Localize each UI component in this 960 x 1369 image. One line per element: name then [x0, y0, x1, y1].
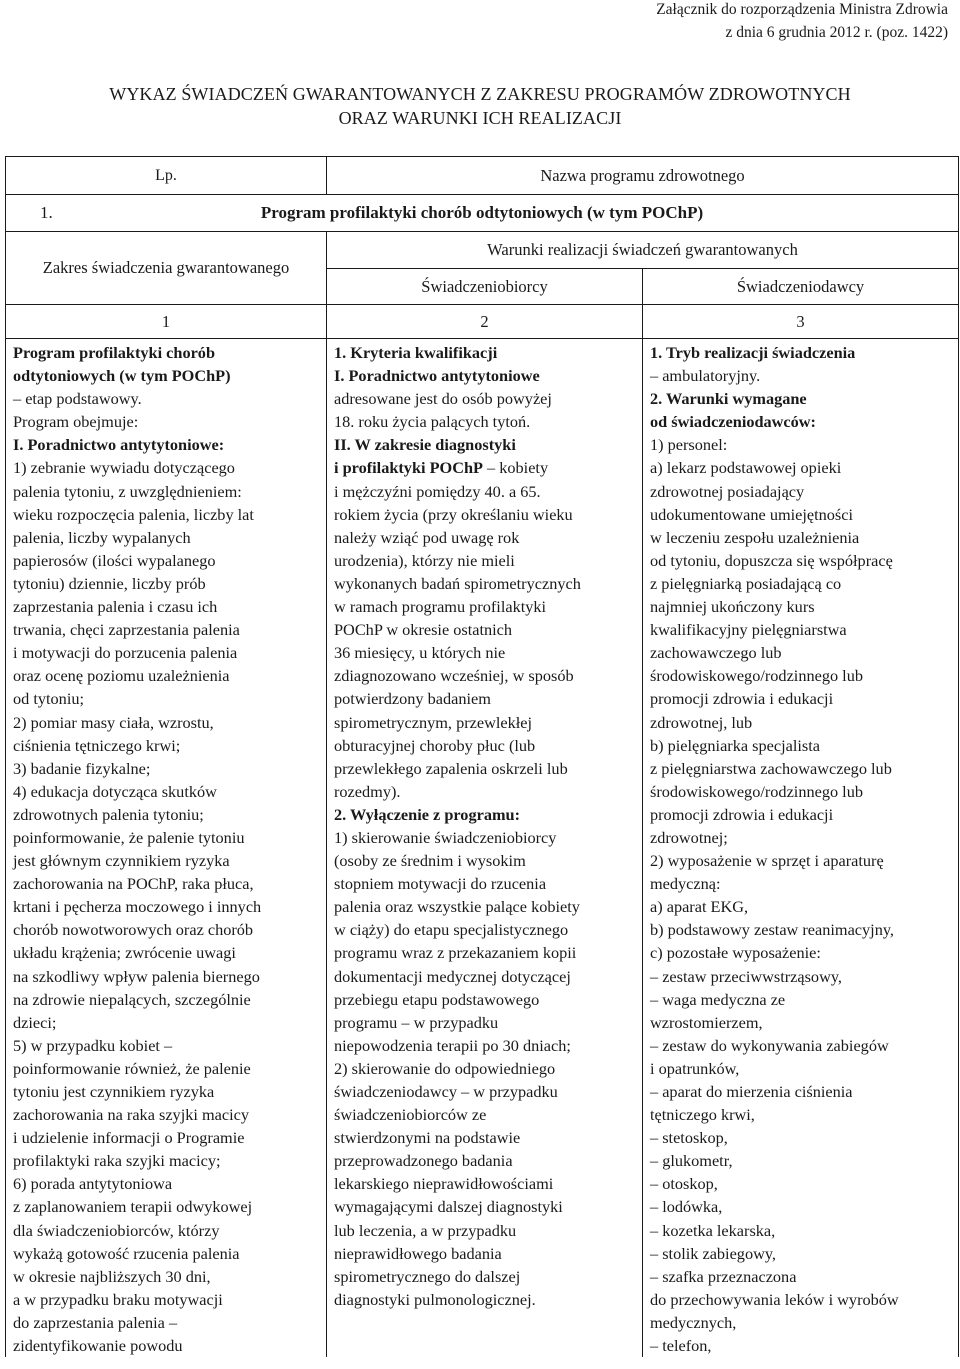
col1-line-text: chorób nowotworowych oraz chorób [13, 920, 254, 940]
col3-line [650, 1334, 952, 1357]
col3-line-text: i opatrunków, [650, 1058, 740, 1078]
col1-line [13, 1219, 320, 1242]
col2-line [334, 664, 636, 687]
col1-line-text: do zaprzestania palenia – [13, 1312, 178, 1332]
col3-line-text: – glukometr, [650, 1151, 733, 1171]
scope-content [6, 339, 326, 1357]
col2-line-text: 18. roku życia palących tytoń. [334, 412, 531, 432]
col1-line [13, 1103, 320, 1126]
col3-line-text: – zestaw przeciwwstrząsowy, [650, 966, 842, 986]
annex-line-2: z dnia 6 grudnia 2012 r. (poz. 1422) [725, 24, 948, 41]
col2-line-text: spirometrycznego do dalszej [334, 1266, 521, 1286]
program-title-row [6, 195, 959, 232]
col1-line-text: 5) w przypadku kobiet – [13, 1035, 173, 1055]
col3-line [650, 572, 952, 595]
col1-line [13, 1011, 320, 1034]
col3-line [650, 1034, 952, 1057]
col3-line-text: b) podstawowy zestaw reanimacyjny, [650, 920, 894, 940]
col3-line-text: – stolik zabiegowy, [650, 1243, 777, 1263]
col3-line [650, 1242, 952, 1265]
col3-line-text: a) lekarz podstawowej opieki [650, 458, 842, 478]
col2-line-text: przebiegu etapu podstawowego [334, 989, 540, 1009]
col2-line [334, 872, 636, 895]
col1-line-text: wieku rozpoczęcia palenia, liczby lat [13, 504, 254, 524]
col1-line [13, 849, 320, 872]
col2-line-text: przewlekłego zapalenia oskrzeli lub [334, 758, 568, 778]
col3-line [650, 1011, 952, 1034]
col2-line [334, 711, 636, 734]
col1-line [13, 480, 320, 503]
header-row [6, 157, 959, 195]
col3-line [650, 1311, 952, 1334]
col3-line-text: zdrowotnej, lub [650, 712, 753, 732]
col3-line [650, 965, 952, 988]
col3-line [650, 410, 952, 433]
col3-line-text: najmniej ukończony kurs [650, 597, 815, 617]
col3-line [650, 1172, 952, 1195]
col1-line [13, 872, 320, 895]
col3-line-text: środowiskowego/rodzinnego lub [650, 666, 863, 686]
col3-line [650, 1195, 952, 1218]
col3-line [650, 895, 952, 918]
col2-line-rest: – kobiety [482, 458, 549, 478]
col1-line-text: papierosów (ilości wypalanego [13, 550, 216, 570]
header-program-name: Nazwa programu zdrowotnego [327, 157, 959, 195]
col2-line-text: wykonanych badań spirometrycznych [334, 573, 581, 593]
col1-line-text: układu krążenia; zwrócenie uwagi [13, 943, 236, 963]
col1-line [13, 456, 320, 479]
col1-line-text: – etap podstawowy. [13, 389, 142, 409]
col2-line-text: adresowane jest do osób powyżej [334, 389, 552, 409]
col3-line [650, 664, 952, 687]
col3-line-text: udokumentowane umiejętności [650, 504, 854, 524]
col1-line [13, 803, 320, 826]
col1-line-text: odtytoniowych (w tym POChP) [13, 366, 231, 386]
col3-line [650, 826, 952, 849]
col1-line [13, 687, 320, 710]
col2-line [334, 526, 636, 549]
col3-line-text: a) aparat EKG, [650, 897, 749, 917]
col2-line [334, 895, 636, 918]
col1-line-text: a w przypadku braku motywacji [13, 1289, 223, 1309]
col2-line-text: w ciąży) do etapu specjalistycznego [334, 920, 569, 940]
col1-line [13, 641, 320, 664]
col3-line [650, 1288, 952, 1311]
col2-line [334, 1172, 636, 1195]
col2-line [334, 1195, 636, 1218]
col1-line [13, 1311, 320, 1334]
col2-line [334, 1288, 636, 1311]
col3-line [650, 595, 952, 618]
col3-line [650, 1080, 952, 1103]
col2-line [334, 849, 636, 872]
col1-line [13, 918, 320, 941]
col3-line-text: – otoskop, [650, 1174, 718, 1194]
col2-line-text: w ramach programu profilaktyki [334, 597, 547, 617]
col3-line [650, 526, 952, 549]
col1-line-text: zidentyfikowanie powodu [13, 1336, 183, 1356]
col3-line [650, 734, 952, 757]
col3-line-text: zdrowotnej; [650, 827, 728, 847]
col1-line-text: palenia tytoniu, z uwzględnieniem: [13, 481, 242, 501]
col2-line [334, 1103, 636, 1126]
col1-line-text: Program obejmuje: [13, 412, 139, 432]
col1-line-text: tytoniu) dziennie, liczby prób [13, 573, 206, 593]
col1-line [13, 572, 320, 595]
col2-line [334, 1034, 636, 1057]
col2-line [334, 965, 636, 988]
col1-line-text: zachorowania na raka szyjki macicy [13, 1105, 249, 1125]
col1-line-text: profilaktyki raka szyjki macicy; [13, 1151, 221, 1171]
col1-line [13, 826, 320, 849]
col1-line-text: z zaplanowaniem terapii odwykowej [13, 1197, 253, 1217]
col2-line-text: dokumentacji medycznej dotyczącej [334, 966, 571, 986]
col2-line [334, 780, 636, 803]
col1-line [13, 410, 320, 433]
col2-line [334, 1126, 636, 1149]
col2-line-text: programu wraz z przekazaniem kopii [334, 943, 577, 963]
col1-line-text: jest głównym czynnikiem ryzyka [13, 851, 230, 871]
col3-line [650, 757, 952, 780]
col2-line [334, 757, 636, 780]
col2-line-text: świadczeniobiorców ze [334, 1105, 487, 1125]
col1-line [13, 1057, 320, 1080]
column-number-1: 1 [6, 305, 327, 339]
document-title [0, 82, 960, 130]
col1-line [13, 1334, 320, 1357]
scope-cell [6, 339, 327, 1358]
col1-line [13, 1149, 320, 1172]
col2-line-text: przeprowadzonego badania [334, 1151, 513, 1171]
col1-line-text: od tytoniu; [13, 689, 85, 709]
col1-line-text: 6) porada antytytoniowa [13, 1174, 173, 1194]
col3-line-text: – lodówka, [650, 1197, 723, 1217]
col2-line [334, 734, 636, 757]
col3-line [650, 1219, 952, 1242]
col3-line [650, 1103, 952, 1126]
col2-line-text: i profilaktyki POChP [334, 458, 483, 478]
col1-line-text: 2) pomiar masy ciała, wzrostu, [13, 712, 214, 732]
col3-line [650, 849, 952, 872]
col3-line-text: – ambulatoryjny. [650, 366, 761, 386]
col2-line [334, 341, 636, 364]
col1-line [13, 1080, 320, 1103]
col1-line-text: wykażą gotowość rzucenia palenia [13, 1243, 240, 1263]
col1-line [13, 780, 320, 803]
conditions-header-row [6, 232, 959, 269]
providers-content [643, 339, 958, 1357]
col3-line [650, 1126, 952, 1149]
col2-line [334, 1080, 636, 1103]
header-recipients: Świadczeniobiorcy [327, 269, 643, 305]
col1-line [13, 387, 320, 410]
col3-line [650, 480, 952, 503]
col1-line [13, 1242, 320, 1265]
header-lp: Lp. [6, 157, 327, 195]
col3-line-text: zdrowotnej posiadający [650, 481, 805, 501]
col3-line [650, 387, 952, 410]
col3-line [650, 641, 952, 664]
col3-line-text: 1) personel: [650, 435, 728, 455]
col1-line [13, 526, 320, 549]
col3-line-text: b) pielęgniarka specjalista [650, 735, 820, 755]
col2-line [334, 1242, 636, 1265]
program-name: Program profilaktyki chorób odtytoniowych (w tym POChP) [260, 203, 704, 222]
col2-line-text: i mężczyźni pomiędzy 40. a 65. [334, 481, 541, 501]
col1-line [13, 503, 320, 526]
col2-line [334, 1219, 636, 1242]
col3-line-text: – szafka przeznaczona [650, 1266, 797, 1286]
header-providers: Świadczeniodawcy [643, 269, 959, 305]
col1-line-text: dla świadczeniobiorców, którzy [13, 1220, 220, 1240]
col2-line [334, 364, 636, 387]
col2-line-text: obturacyjnej choroby płuc (lub [334, 735, 536, 755]
col3-line [650, 988, 952, 1011]
col3-line-text: c) pozostałe wyposażenie: [650, 943, 821, 963]
col3-line [650, 780, 952, 803]
col3-line [650, 1057, 952, 1080]
col1-line-text: zdrowotnych palenia tytoniu; [13, 804, 204, 824]
col1-line [13, 341, 320, 364]
col1-line-text: 1) zebranie wywiadu dotyczącego [13, 458, 235, 478]
col2-line-text: stwierdzonymi na podstawie [334, 1128, 521, 1148]
col1-line [13, 757, 320, 780]
col1-line-text: na szkodliwy wpływ palenia biernego [13, 966, 260, 986]
col2-line-text: niepowodzenia terapii po 30 dniach; [334, 1035, 571, 1055]
program-title-cell [6, 195, 959, 232]
col3-line-text: do przechowywania leków i wyrobów [650, 1289, 899, 1309]
col1-line-text: I. Poradnictwo antytytoniowe: [13, 435, 225, 455]
col3-line-text: – aparat do mierzenia ciśnienia [650, 1082, 853, 1101]
col2-line-text: rozedmy). [334, 781, 401, 801]
col1-line [13, 433, 320, 456]
col1-line-text: 4) edukacja dotycząca skutków [13, 781, 217, 801]
col1-line-text: w okresie najbliższych 30 dni, [13, 1266, 211, 1286]
title-line-2: ORAZ WARUNKI ICH REALIZACJI [338, 108, 622, 128]
col2-line [334, 595, 636, 618]
col1-line [13, 664, 320, 687]
col2-line-text: należy wziąć pod uwagę rok [334, 527, 520, 547]
col3-line [650, 918, 952, 941]
col2-line [334, 503, 636, 526]
column-numbers-row [6, 305, 959, 339]
col2-line [334, 1265, 636, 1288]
col3-line-text: 1. Tryb realizacji świadczenia [650, 343, 856, 362]
col3-line-text: 2) wyposażenie w sprzęt i aparaturę [650, 851, 884, 871]
col2-line-text: diagnostyki pulmonologicznej. [334, 1289, 536, 1309]
col2-line-text: potwierdzony badaniem [334, 689, 491, 709]
col2-line [334, 826, 636, 849]
col2-line [334, 687, 636, 710]
col1-line [13, 965, 320, 988]
col3-line [650, 503, 952, 526]
col2-line-text: I. Poradnictwo antytytoniowe [334, 366, 540, 386]
col2-line [334, 918, 636, 941]
col3-line [650, 941, 952, 964]
col2-line-text: palenia oraz wszystkie palące kobiety [334, 897, 580, 917]
recipients-content [327, 339, 642, 1311]
col3-line-text: – kozetka lekarska, [650, 1220, 776, 1240]
col2-line-text: urodzenia), którzy nie mieli [334, 550, 515, 570]
col2-line-text: II. W zakresie diagnostyki [334, 435, 516, 455]
col2-line-text: programu – w przypadku [334, 1012, 499, 1032]
col2-line [334, 1149, 636, 1172]
col2-line [334, 387, 636, 410]
col2-line [334, 803, 636, 826]
col1-line-text: dzieci; [13, 1012, 57, 1032]
col1-line-text: poinformowanie również, że palenie [13, 1058, 251, 1078]
col1-line-text: ciśnienia tętniczego krwi; [13, 735, 181, 755]
col3-line-text: – stetoskop, [650, 1128, 728, 1148]
col2-line [334, 410, 636, 433]
col1-line-text: palenia, liczby wypalanych [13, 527, 191, 547]
col2-line [334, 480, 636, 503]
col3-line [650, 433, 952, 456]
col3-line [650, 687, 952, 710]
col2-line [334, 1011, 636, 1034]
col2-line-text: 1. Kryteria kwalifikacji [334, 343, 498, 362]
col3-line [650, 1265, 952, 1288]
col2-line [334, 456, 636, 479]
col1-line-text: trwania, chęci zaprzestania palenia [13, 620, 240, 640]
col3-line [650, 618, 952, 641]
col1-line-text: oraz ocenę poziomu uzależnienia [13, 666, 230, 686]
col2-line-text: POChP w okresie ostatnich [334, 620, 513, 640]
col2-line [334, 618, 636, 641]
col1-line [13, 1034, 320, 1057]
col1-line-text: 3) badanie fizykalne; [13, 758, 151, 778]
col3-line [650, 711, 952, 734]
col3-line-text: od tytoniu, dopuszcza się współpracę [650, 550, 893, 570]
recipients-cell [327, 339, 643, 1358]
col1-line-text: i udzielenie informacji o Programie [13, 1128, 245, 1148]
col3-line [650, 364, 952, 387]
col1-line [13, 595, 320, 618]
col1-line-text: zaprzestania palenia i czasu ich [13, 597, 218, 617]
col3-line [650, 872, 952, 895]
col1-line [13, 364, 320, 387]
col3-line [650, 549, 952, 572]
program-number: 1. [40, 203, 53, 222]
col2-line [334, 941, 636, 964]
col3-line-text: promocji zdrowia i edukacji [650, 804, 834, 824]
col2-line [334, 572, 636, 595]
col1-line-text: Program profilaktyki chorób [13, 343, 216, 362]
col2-line [334, 641, 636, 664]
col1-line [13, 1172, 320, 1195]
col3-line-text: środowiskowego/rodzinnego lub [650, 781, 863, 801]
col2-line-text: spirometrycznym, przewlekłej [334, 712, 533, 732]
col2-line-text: lub leczenia, a w przypadku [334, 1220, 517, 1240]
col2-line-text: lekarskiego nieprawidłowościami [334, 1174, 554, 1194]
col1-line [13, 618, 320, 641]
col1-line-text: zachorowania na POChP, raka płuca, [13, 874, 254, 894]
col3-line-text: zachowawczego lub [650, 643, 782, 663]
col2-line-text: nieprawidłowego badania [334, 1243, 502, 1263]
col2-line [334, 549, 636, 572]
col1-line [13, 1195, 320, 1218]
col2-line-text: (osoby ze średnim i wysokim [334, 851, 526, 871]
column-number-2: 2 [327, 305, 643, 339]
header-conditions: Warunki realizacji świadczeń gwarantowanych [327, 232, 959, 269]
col3-line-text: 2. Warunki wymagane [650, 389, 807, 409]
col3-line-text: z pielęgniarstwa zachowawczego lub [650, 758, 892, 778]
col1-line [13, 1288, 320, 1311]
col1-line-text: poinformowanie, że palenie tytoniu [13, 827, 245, 847]
col3-line-text: – telefon, [650, 1336, 712, 1356]
col3-line-text: z pielęgniarką posiadającą co [650, 573, 842, 593]
col3-line-text: – zestaw do wykonywania zabiegów [650, 1035, 889, 1055]
title-line-1: WYKAZ ŚWIADCZEŃ GWARANTOWANYCH Z ZAKRESU PROGRAMÓW ZDROWOTNYCH [109, 84, 851, 104]
col2-line [334, 988, 636, 1011]
col3-line-text: kwalifikacyjny pielęgniarstwa [650, 620, 847, 640]
col2-line-text: wymagającymi dalszej diagnostyki [334, 1197, 563, 1217]
col2-line-text: świadczeniodawcy – w przypadku [334, 1082, 558, 1101]
col1-line [13, 1126, 320, 1149]
col1-line-text: na zdrowie niepalących, szczególnie [13, 989, 251, 1009]
header-scope: Zakres świadczenia gwarantowanego [6, 232, 327, 305]
col1-line [13, 895, 320, 918]
col3-line-text: tętniczego krwi, [650, 1105, 755, 1125]
col2-line-text: 2) skierowanie do odpowiedniego [334, 1058, 556, 1078]
col3-line-text: w leczeniu zespołu uzależnienia [650, 527, 860, 547]
col3-line [650, 803, 952, 826]
col2-line-text: 2. Wyłączenie z programu: [334, 804, 520, 824]
col2-line [334, 433, 636, 456]
col3-line [650, 1149, 952, 1172]
col1-line [13, 549, 320, 572]
providers-cell [643, 339, 959, 1358]
content-row [6, 339, 959, 1358]
col1-line [13, 988, 320, 1011]
col2-line-text: 36 miesięcy, u których nie [334, 643, 506, 663]
annex-note [656, 0, 948, 44]
col2-line-text: zdiagnozowano wcześniej, w sposób [334, 666, 574, 686]
col1-line-text: i motywacji do porzucenia palenia [13, 643, 238, 663]
col2-line [334, 1057, 636, 1080]
col1-line [13, 734, 320, 757]
col3-line [650, 341, 952, 364]
annex-line-1: Załącznik do rozporządzenia Ministra Zdrowia [656, 1, 948, 18]
col3-line-text: medyczną: [650, 874, 721, 894]
col1-line-text: krtani i pęcherza moczowego i innych [13, 897, 262, 917]
column-number-3: 3 [643, 305, 959, 339]
col2-line-text: stopniem motywacji do rzucenia [334, 874, 547, 894]
col1-line-text: tytoniu jest czynnikiem ryzyka [13, 1082, 215, 1101]
col3-line-text: medycznych, [650, 1312, 737, 1332]
col3-line [650, 456, 952, 479]
col1-line [13, 1265, 320, 1288]
col2-line-text: 1) skierowanie świadczeniobiorcy [334, 827, 557, 847]
programs-table [5, 156, 959, 1357]
col3-line-text: – waga medyczna ze [650, 989, 786, 1009]
col3-line-text: od świadczeniodawców: [650, 412, 816, 432]
col1-line [13, 711, 320, 734]
col2-line-text: rokiem życia (przy określaniu wieku [334, 504, 573, 524]
col3-line-text: promocji zdrowia i edukacji [650, 689, 834, 709]
col1-line [13, 941, 320, 964]
col3-line-text: wzrostomierzem, [650, 1012, 763, 1032]
